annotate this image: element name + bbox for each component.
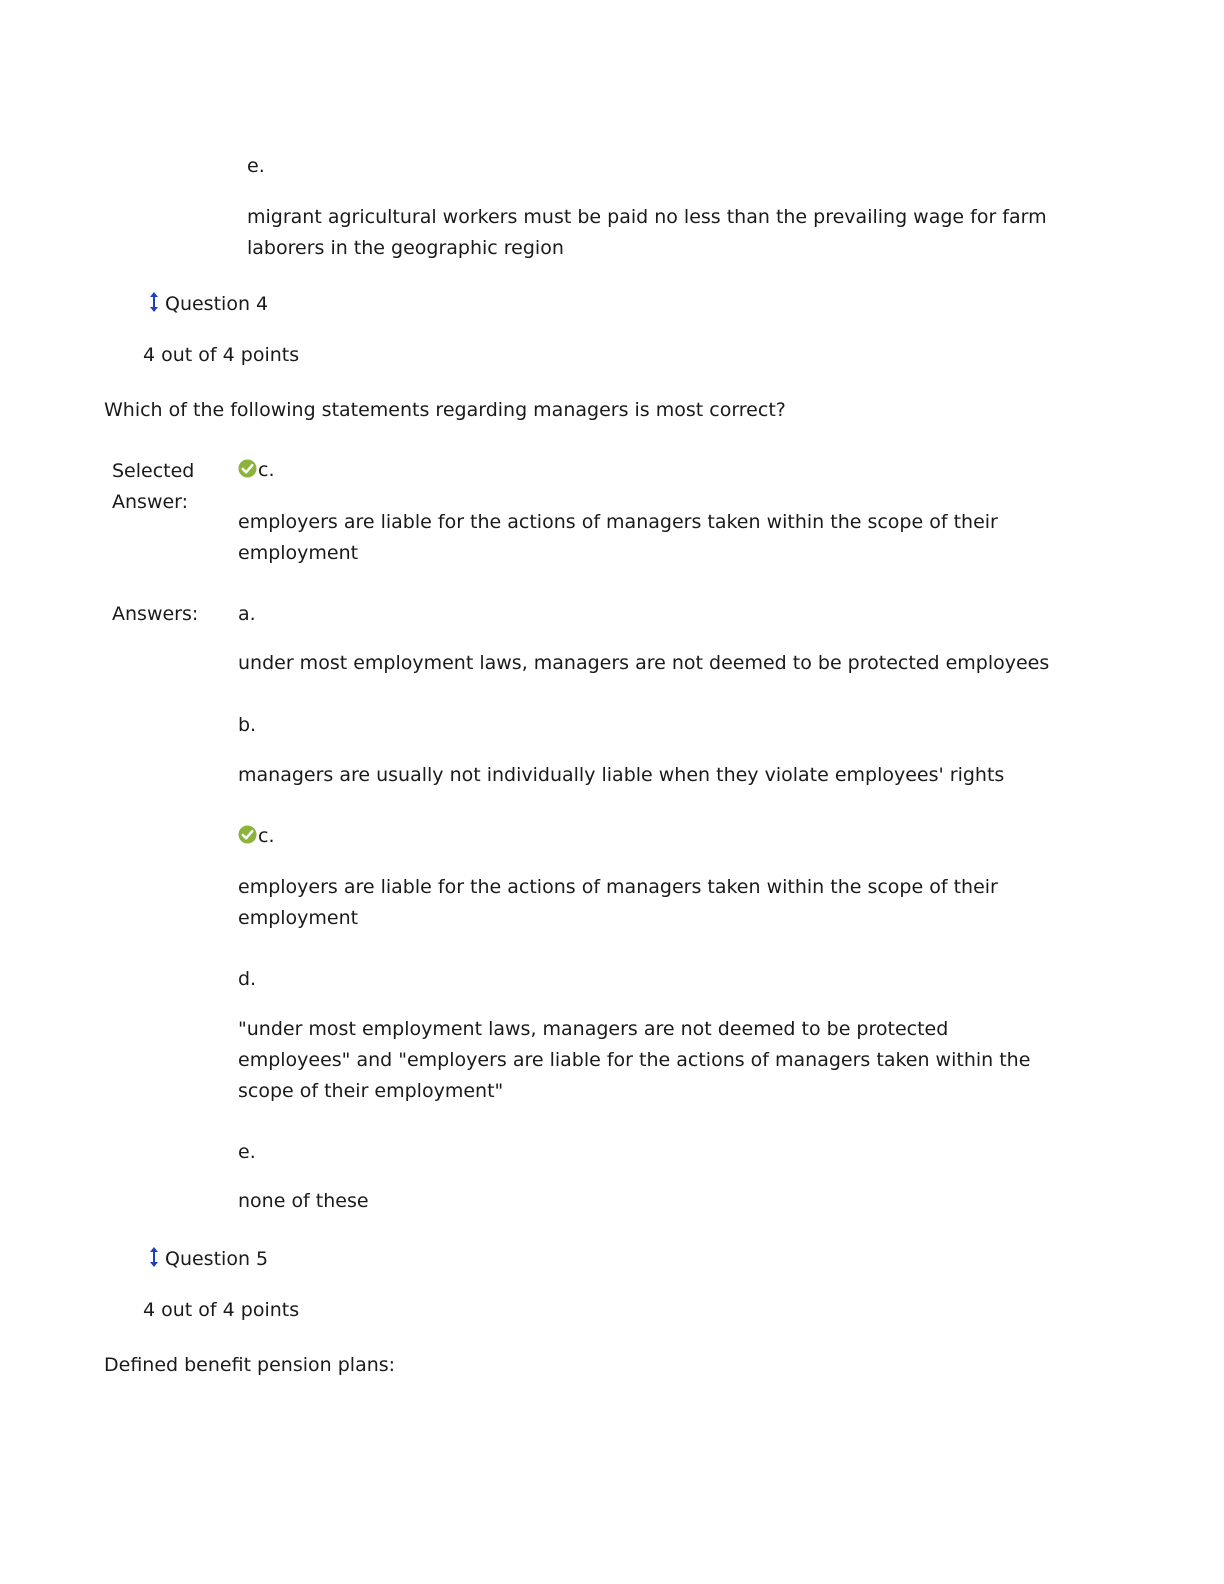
selected-answer-text [238,507,998,569]
question-4-header [148,291,268,315]
answer-d-line: "under most employment laws, managers are not deemed to be protected [238,1018,949,1040]
selected-text-line: employers are liable for the actions of managers taken within the scope of their [238,511,998,533]
answer-text-e: none of these [238,1190,369,1212]
option-e-line: migrant agricultural workers must be paid no less than the prevailing wage for farm [247,206,1047,228]
option-e-letter: e. [247,155,265,177]
answer-letter-a: a. [238,603,256,625]
answer-c-line: employers are liable for the actions of managers taken within the scope of their [238,876,998,898]
answer-letter-e: e. [238,1141,256,1163]
option-e-line: laborers in the geographic region [247,237,564,259]
question-4-title: Question 4 [165,293,269,315]
answer-text-c [238,872,998,934]
answer-letter-b: b. [238,714,257,736]
answer-letter-d: d. [238,968,257,990]
answer-d-line: employees" and "employers are liable for the actions of managers taken within the [238,1049,1031,1071]
checkmark-circle-icon [238,825,257,844]
question-5-points: 4 out of 4 points [143,1299,300,1321]
answer-c-line: employment [238,907,359,929]
updown-arrow-icon[interactable] [148,291,160,313]
answers-label: Answers: [112,603,199,625]
question-5-title: Question 5 [165,1248,269,1270]
checkmark-circle-icon [238,459,257,478]
selected-letter: c. [258,459,275,481]
selected-answer-label [112,456,194,518]
answer-text-b: managers are usually not individually liable when they violate employees' rights [238,764,1005,786]
selected-label-line: Answer: [112,491,189,513]
question-4-prompt: Which of the following statements regarding managers is most correct? [104,399,786,421]
question-5-prompt: Defined benefit pension plans: [104,1354,396,1376]
question-5-header [148,1246,268,1270]
answer-d-line: scope of their employment" [238,1080,504,1102]
option-e-text [247,202,1047,264]
selected-text-line: employment [238,542,359,564]
answer-letter-c-text: c. [258,825,275,847]
answer-text-d [238,1014,1030,1107]
selected-label-line: Selected [112,460,195,482]
question-4-points: 4 out of 4 points [143,344,300,366]
selected-answer-letter [238,459,275,481]
answer-text-a: under most employment laws, managers are not deemed to be protected employees [238,652,1050,674]
answer-letter-c [238,825,275,847]
updown-arrow-icon[interactable] [148,1246,160,1268]
